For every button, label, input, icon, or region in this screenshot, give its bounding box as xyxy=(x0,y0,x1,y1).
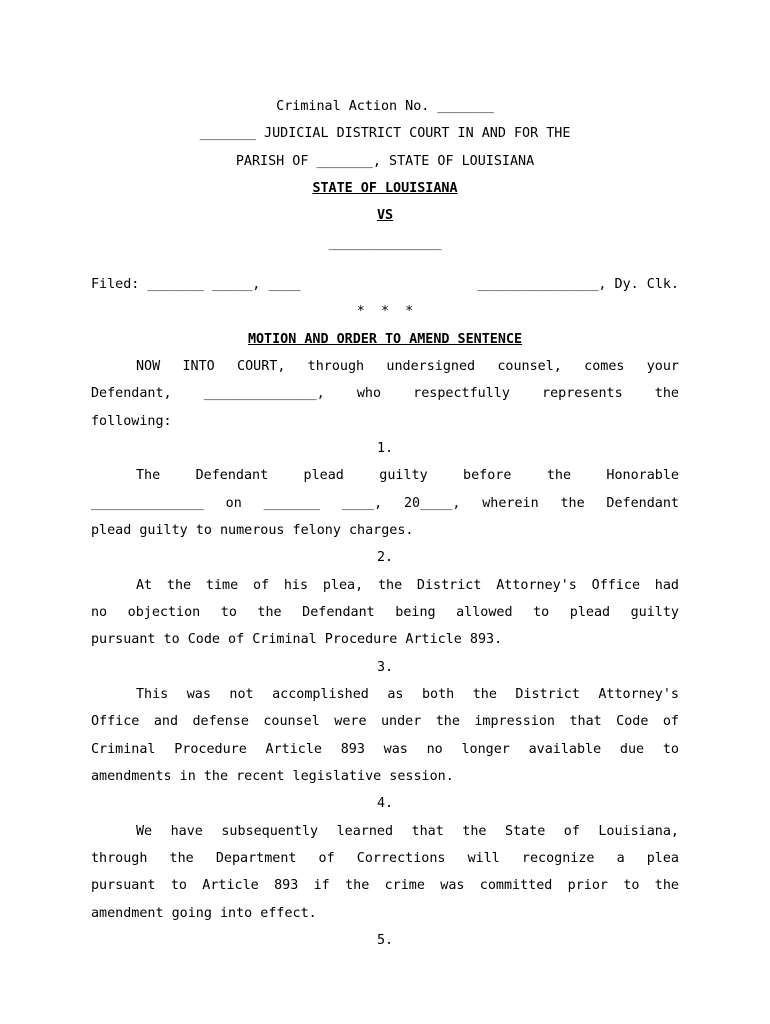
paragraph-number: 3. xyxy=(376,660,394,675)
paragraph-line: Criminal Procedure Article 893 was no longer available due to xyxy=(91,742,679,757)
paragraph-number: 4. xyxy=(376,796,394,811)
paragraph-line: plead guilty to numerous felony charges. xyxy=(91,523,414,538)
versus-label: VS xyxy=(376,208,394,223)
paragraph-number: 2. xyxy=(376,550,394,565)
paragraph-line: At the time of his plea, the District Attorney's Office had xyxy=(136,578,679,593)
parish-line: PARISH OF _______, STATE OF LOUISIANA xyxy=(235,154,535,169)
paragraph-line: Office and defense counsel were under the impression that Code of xyxy=(91,714,679,729)
court-line: _______ JUDICIAL DISTRICT COURT IN AND FOR THE xyxy=(199,126,571,141)
paragraph-line: pursuant to Article 893 if the crime was committed prior to the xyxy=(91,878,679,893)
deputy-clerk: _______________, Dy. Clk. xyxy=(477,277,679,292)
paragraph-line: This was not accomplished as both the District Attorney's xyxy=(136,687,679,702)
paragraph-line: The Defendant plead guilty before the Honorable xyxy=(136,468,679,483)
intro-line-1: NOW INTO COURT, through undersigned counsel, comes your xyxy=(136,359,679,374)
paragraph-number: 1. xyxy=(376,441,394,456)
intro-line-3: following: xyxy=(91,414,172,429)
defendant-blank: ______________ xyxy=(328,236,442,251)
paragraph-line: ______________ on _______ ____, 20____, wherein the Defendant xyxy=(91,496,679,511)
paragraph-line: no objection to the Defendant being allowed to plead guilty xyxy=(91,605,679,620)
separator: * * * xyxy=(356,304,414,319)
paragraph-line: pursuant to Code of Criminal Procedure Article 893. xyxy=(91,632,503,647)
paragraph-line: amendment going into effect. xyxy=(91,906,317,921)
paragraph-line: amendments in the recent legislative session. xyxy=(91,769,454,784)
paragraph-line: through the Department of Corrections will recognize a plea xyxy=(91,851,679,866)
document-title: MOTION AND ORDER TO AMEND SENTENCE xyxy=(247,332,523,347)
case-number-line: Criminal Action No. _______ xyxy=(276,99,494,114)
filed-date: Filed: _______ _____, ____ xyxy=(91,277,301,292)
filing-line xyxy=(91,277,679,293)
paragraph-number: 5. xyxy=(376,933,394,948)
plaintiff-name: STATE OF LOUISIANA xyxy=(312,181,458,196)
paragraph-line: We have subsequently learned that the State of Louisiana, xyxy=(136,824,679,839)
intro-line-2: Defendant, ______________, who respectfully represents the xyxy=(91,386,679,401)
